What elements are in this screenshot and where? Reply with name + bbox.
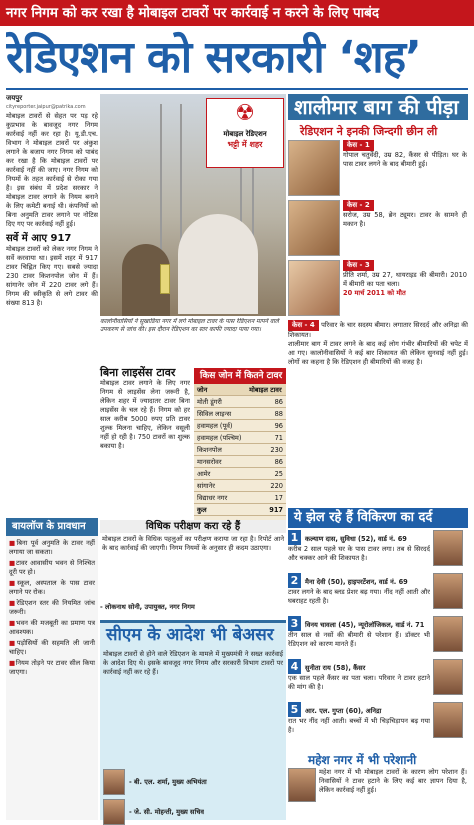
case-1-text: गोपाल चतुर्वेदी, उम्र 82, कैंसर से पीड़ित। घर के पास टावर लगने के बाद बीमारी हुई। [343,151,467,168]
expert-title: विधिक परीक्षण करा रहे हैं [100,520,286,533]
tower-count-cell: 86 [246,396,286,408]
tower-count-cell: 86 [246,456,286,468]
tower-count-cell: 96 [246,420,286,432]
zone-table-row [194,444,286,456]
patient-photo [433,659,463,695]
byelaw-item: ■ बिना पूर्व अनुमति के टावर नहीं लगाया जा सकता। [9,539,95,557]
main-story-body: मोबाइल टावरों से सेहत पर पड़ रहे कुप्रभाव के बावजूद नगर निगम कार्रवाई नहीं कर रहा है। यू.डी.एच. विभाग ने मोबाइल टावरों पर अंकुश लगाने के बजाय नगर निगम को पाबंद कर रखा है कि मोबाइल टावरों पर कार्रवाई नहीं की जाए। नगर निगम को नियमों के तहत कार्रवाई से रोका गया है। इस संबंध में प्रदेश सरकार ने मोबाइल टावर लगाने के नियम बनाने के लिए कमेटी बनाई थी। कंपनियों को बिना अनुमति टावर लगाने पर नोटिस दिए गए पर कार्रवाई नहीं हुई। [6,112,98,228]
patient-name: मैना देवी (50), हाइपरटेंशन, वार्ड नं. 69 [305,578,408,586]
case-4-text: परिवार के चार सदस्य बीमार। लगातार सिरदर्द और अनिद्रा की शिकायत। [288,321,468,339]
patient-photo [433,573,463,609]
zone-table-row [194,396,286,408]
patient-entry [288,659,468,699]
main-story [6,94,98,514]
tower-count-cell: 17 [246,492,286,504]
tower-count-header: मोबाइल टावर [246,384,286,396]
patient-photo [433,616,463,652]
case-3-tag: केस - 3 [343,260,374,271]
shalimar-subtitle: रेडिएशन ने इनकी जिन्दगी छीन ली [300,125,438,138]
zone-name-cell: मानसरोवर [194,456,246,468]
expert-signature: - लोकनाथ सोनी, उपायुक्त, नगर निगम [100,603,195,611]
patient-name: आर. एल. गुप्ता (60), अनिद्रा [305,707,382,715]
vikiran-title: ये झेल रहे हैं विकिरण का दर्द [288,508,468,528]
survey-body: मोबाइल टावरों को लेकर नगर निगम ने सर्वे करवाया था। इसमें शहर में 917 टावर चिह्नित किए गए। सबसे ज्यादा 230 टावर किशनपोल जोन में हैं। सांगानेर जोन में 220 टावर लगे हैं। निगम की स्वीकृति से लगे टावर की संख्या 813 है। [6,245,98,307]
survey-subhead: सर्वे में आए 917 [6,233,72,244]
mahesh-title: महेश नगर में भी परेशानी [308,753,417,767]
cm-quote-1: - बी. एल. शर्मा, मुख्य अभियंता [129,777,207,786]
case-1-photo [288,140,340,196]
patient-name: सुनीता राय (58), कैंसर [305,664,366,672]
shalimar-title: शालीमार बाग की पीड़ा [288,94,468,120]
tower-count-cell: 88 [246,408,286,420]
cm-box-body: मोबाइल टावरों से होने वाले रेडिएशन के मामले में मुख्यमंत्री ने सख्त कार्रवाई के आदेश दिए थे। इसके बावजूद नगर निगम और सरकारी विभाग टावरों पर कार्रवाई नहीं कर रहे हैं। [103,650,283,676]
patient-entry [288,530,468,570]
patient-text: रात भर नींद नहीं आती। बच्चों में भी चिड़चिड़ापन बढ़ गया है। [288,717,430,734]
case-2-photo [288,200,340,256]
patient-entry [288,702,468,742]
zone-header: जोन [194,384,246,396]
patient-entry [288,616,468,656]
zone-table-row [194,504,286,516]
byelaw-item: ■ रेडिएशन स्तर की नियमित जांच जरूरी। [9,599,95,617]
zone-name-cell: हवामहल (पूर्व) [194,420,246,432]
badge-line-2: भट्टी में शहर [227,140,263,149]
tower-count-cell: 230 [246,444,286,456]
badge-line-1: मोबाइल रेडिएशन [223,130,267,138]
zone-table-row [194,408,286,420]
patient-photo [433,530,463,566]
cm-quote-2: - जे. सी. मोहन्ती, मुख्य सचिव [129,807,205,816]
tower-count-cell: 71 [246,432,286,444]
zone-table [194,384,286,516]
zone-table-row [194,456,286,468]
expert-body: मोबाइल टावरों के विधिक पहलुओं का परीक्षण कराया जा रहा है। रिपोर्ट आने के बाद कार्रवाई की जाएगी। निगम नियमों के अनुसार ही कदम उठाएगा। [102,535,284,552]
case-3-photo [288,260,340,316]
patient-name: कल्याण दास, सुविधा (52), वार्ड नं. 69 [305,535,407,543]
tower-count-cell: 25 [246,468,286,480]
shalimar-body: शालीमार बाग में टावर लगने के बाद कई लोग गंभीर बीमारियों की चपेट में आ गए। कालोनीवासियों ने कई बार शिकायत की लेकिन सुनवाई नहीं हुई। लोगों का कहना है कि रेडिएशन ही बीमारियों की वजह है। [288,340,468,366]
expert-box [100,520,286,618]
dateline: जयपुर [6,94,23,102]
zone-table-box [194,368,286,520]
top-banner: नगर निगम को कर रखा है मोबाइल टावरों पर कार्रवाई न करने के लिए पाबंद [0,0,474,26]
patient-photo [433,702,463,738]
zone-table-row [194,468,286,480]
radiation-badge [206,98,284,168]
radiation-icon: ☢ [235,101,255,126]
byelaws-box [6,518,98,820]
byelaw-item: ■ स्कूल, अस्पताल के पास टावर लगाने पर रोक। [9,579,95,597]
zone-table-row [194,492,286,504]
death-date: 20 मार्च 2011 को मौत [343,289,406,297]
patient-text: करीब 2 साल पहले घर के पास टावर लगा। तब से सिरदर्द और चक्कर आने की शिकायत है। [288,545,430,562]
mahesh-body: महेश नगर में भी मोबाइल टावरों के कारण लोग परेशान हैं। निवासियों ने टावर हटाने के लिए कई बार ज्ञापन दिया है, लेकिन कार्रवाई नहीं हुई। [319,768,467,794]
zone-name-cell: मोती डूंगरी [194,396,246,408]
zone-name-cell: सिविल लाइन्स [194,408,246,420]
case-3-text: प्रीति शर्मा, उम्र 27, थायराइड की बीमारी। 2010 में बीमारी का पता चला। [343,271,467,288]
case-1-tag: केस - 1 [343,140,374,151]
shalimar-cases [288,140,468,374]
patient-number: 2 [288,573,301,588]
mahesh-photo [288,768,316,802]
zone-name-cell: सांगानेर [194,480,246,492]
official-photo-2 [103,799,125,825]
byelaw-item: ■ भवन की मजबूती का प्रमाण पत्र आवश्यक। [9,619,95,637]
patient-text: तीन साल से नसों की बीमारी से परेशान हैं। डॉक्टर भी रेडिएशन को कारण मानते हैं। [288,631,430,648]
page-headline: रेडिएशन को सरकारी ‘शह’ [6,32,421,83]
byelaw-item: ■ पड़ोसियों की सहमति ली जानी चाहिए। [9,639,95,657]
zone-name-cell: विद्याधर नगर [194,492,246,504]
zone-table-row [194,432,286,444]
zone-name-cell: आमेर [194,468,246,480]
zone-table-row [194,420,286,432]
patient-text: एक साल पहले कैंसर का पता चला। परिवार ने टावर हटाने की मांग की है। [288,674,430,691]
licence-section [100,366,190,518]
mahesh-box [288,752,468,822]
tower-count-cell: 917 [246,504,286,516]
patient-text: टावर लगने के बाद ब्लड प्रेशर बढ़ गया। नींद नहीं आती और घबराहट रहती है। [288,588,430,605]
zone-name-cell: किशनपोल [194,444,246,456]
official-photo-1 [103,769,125,795]
patient-entry [288,573,468,613]
patient-number: 1 [288,530,301,545]
zone-table-row [194,480,286,492]
cm-box-title: सीएम के आदेश भी बेअसर [106,625,274,645]
zone-table-title: किस जोन में कितने टावर [194,368,286,384]
byelaw-item: ■ नियम तोड़ने पर टावर सील किया जाएगा। [9,659,95,677]
vikiran-list [288,530,468,748]
headline-rule [6,88,468,90]
cm-box [100,620,286,820]
byelaws-title: बायलॉज के प्रावधान [6,518,98,536]
case-2-text: सरोज, उम्र 58, ब्रेन ट्यूमर। टावर के सामने ही मकान है। [343,211,467,228]
zone-name-cell: हवामहल (पश्चिम) [194,432,246,444]
patient-number: 4 [288,659,301,674]
reporter-email: cityreporter.jaipur@patrika.com [6,104,86,110]
photo-caption: कालोनीवासियों ने सुखाडिया नगर में लगे मोबाइल टावर के पास रेडिएशन मापने वाले उपकरण से जांच की। इस दौरान रेडिएशन का स्तर काफी ज्यादा पाया गया। [100,318,279,333]
patient-name: विनय चावला (45), न्यूरोलॉजिकल, वार्ड नं. 71 [305,621,425,629]
zone-name-cell: कुल [194,504,246,516]
byelaw-item: ■ टावर आवासीय भवन से निश्चित दूरी पर हो। [9,559,95,577]
licence-title: बिना लाइसेंस टावर [100,366,176,379]
case-2-tag: केस - 2 [343,200,374,211]
case-4-tag: केस - 4 [288,320,319,331]
tower-count-cell: 220 [246,480,286,492]
byelaws-list [6,536,98,816]
licence-body: मोबाइल टावर लगाने के लिए नगर निगम से लाइसेंस लेना जरूरी है, लेकिन शहर में ज्यादातर टावर बिना लाइसेंस के चल रहे हैं। निगम को हर साल करीब 5000 रुपए प्रति टावर शुल्क मिलना चाहिए, लेकिन वसूली नहीं हो रही है। 750 टावरों का शुल्क बकाया है। [100,379,190,450]
patient-number: 5 [288,702,301,717]
patient-number: 3 [288,616,301,631]
